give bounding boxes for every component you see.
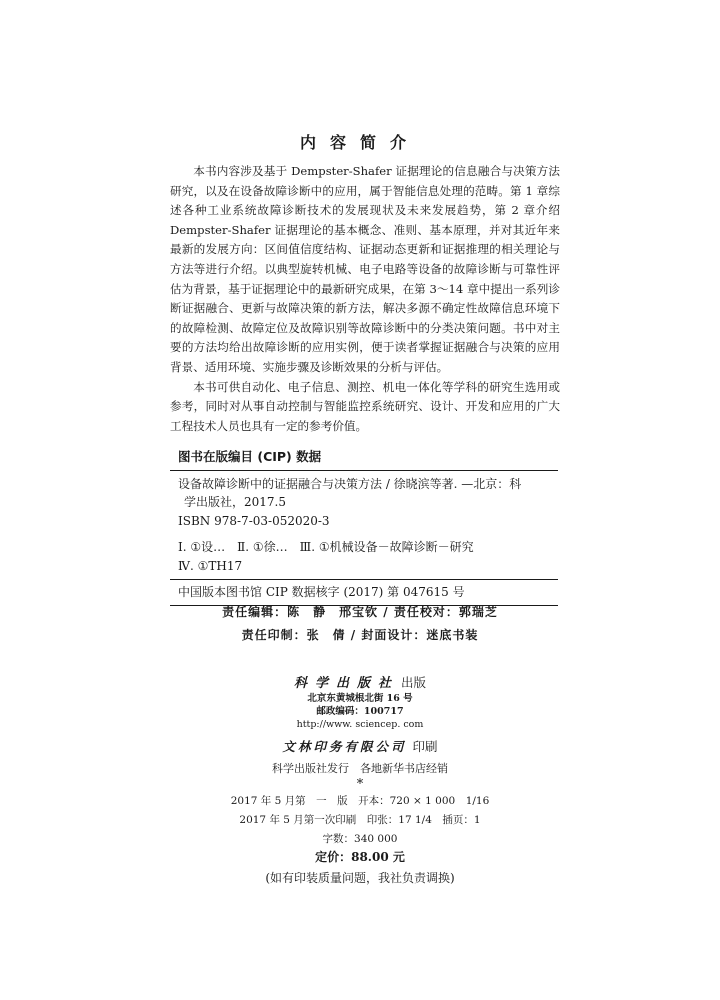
quality-note: (如有印装质量问题，我社负责调换) [265,871,455,885]
price: 定价：88.00 元 [315,850,405,864]
cip-isbn: ISBN 978-7-03-052020-3 [178,513,330,528]
publisher-address: 北京东黄城根北街 16 号 [307,693,413,704]
distribution-line: 科学出版社发行 各地新华书店经销 [272,762,448,775]
publisher-postcode: 邮政编码：100717 [316,706,404,717]
printer-line [0,736,720,755]
cip-entry-line: 设备故障诊断中的证据融合与决策方法 / 徐晓滨等著. —北京：科 [178,476,522,491]
printer-logo: 文林印务有限公司 [282,739,407,754]
printing-credits: 责任印制：张 倩 / 封面设计：迷底书装 [241,628,479,642]
word-count: 字数：340 000 [322,833,398,845]
printing-line: 2017 年 5 月第一次印刷 印张：17 1/4 插页：1 [239,814,481,826]
printer-label: 印刷 [412,739,438,754]
intro-section [170,162,560,436]
page-heading: 内容简介 [299,133,420,152]
publisher-logo: 科学出版社 [293,676,399,691]
publisher-label: 出版 [401,675,427,690]
cip-body [170,471,558,580]
cip-classification: Ⅳ. ①TH17 [178,558,243,573]
editor-credits: 责任编辑：陈 静 邢宝钦 / 责任校对：郭瑞芝 [222,605,498,619]
cip-entry-line: 学出版社，2017.5 [184,495,286,509]
cip-gap [178,530,558,538]
intro-paragraph: 本书内容涉及基于 Dempster-Shafer 证据理论的信息融合与决策方法研究，以及在设备故障诊断中的应用，属于智能信息处理的范畴。第 1 章综述各种工业系统故障诊断技术的发展现状及未来发展趋势，第 2 章介绍 Dempster-Shafer 证据理论的基本概念、准则、基本原理，并对其近年来最新的发展方向：区间值信度结构、证据动态更新和证据推理的相关理论与方法等进行介绍。以典型旋转机械、电子电路等设备的故障诊断与可靠性评估为背景，基于证据理论中的最新研究成果，在第 3～14 章中提出一系列诊断证据融合、更新与故障决策的新方法，解决多源不确定性故障信息环境下的故障检测、故障定位及故障识别等故障诊断中的分类决策问题。书中对主要的方法均给出故障诊断的应用实例，便于读者掌握证据融合与决策的应用背景、适用环境、实施步骤及诊断效果的分析与评估。 [170,164,560,374]
publisher-line [0,672,720,691]
separator-asterisk: * [356,777,364,792]
cip-record-number: 中国版本图书馆 CIP 数据核字 (2017) 第 047615 号 [178,585,465,599]
intro-paragraph: 本书可供自动化、电子信息、测控、机电一体化等学科的研究生选用或参考，同时对从事自动控制与智能监控系统研究、设计、开发和应用的广大工程技术人员也具有一定的参考价值。 [170,379,560,433]
cip-title: 图书在版编目 (CIP) 数据 [178,449,322,464]
cip-classification: Ⅰ. ①设… Ⅱ. ①徐… Ⅲ. ①机械设备－故障诊断－研究 [178,540,474,554]
cip-block [170,448,558,606]
edition-line: 2017 年 5 月第 一 版 开本：720 × 1 000 1/16 [230,795,490,807]
publisher-url: http://www. sciencep. com [296,719,424,730]
